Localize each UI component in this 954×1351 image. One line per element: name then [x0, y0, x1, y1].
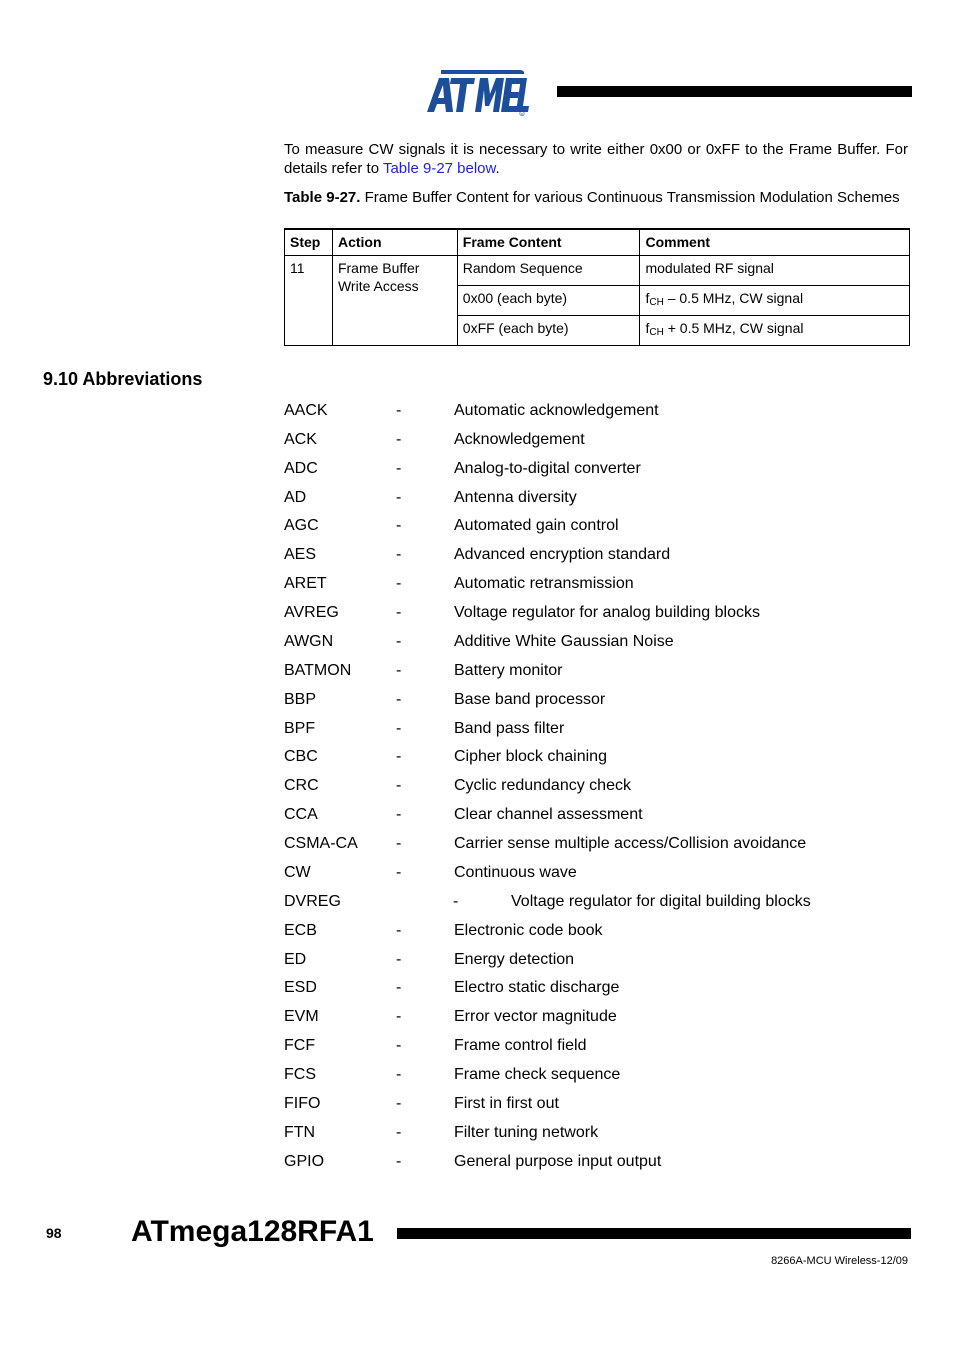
- abbreviation-desc: Automatic acknowledgement: [454, 402, 659, 419]
- abbreviation-desc: Frame check sequence: [454, 1066, 621, 1083]
- abbreviation-term: CCA: [284, 806, 318, 823]
- abbreviation-item: [0, 748, 954, 770]
- abbreviation-desc: Antenna diversity: [454, 489, 577, 506]
- abbreviation-term: AVREG: [284, 604, 339, 621]
- header-comment: Comment: [640, 229, 910, 256]
- abbreviation-dash: -: [396, 604, 402, 621]
- abbreviation-desc: Additive White Gaussian Noise: [454, 633, 674, 650]
- abbreviation-term: AWGN: [284, 633, 334, 650]
- abbreviation-dash: -: [396, 460, 402, 477]
- abbreviation-dash: -: [396, 1037, 402, 1054]
- abbreviation-item: [0, 691, 954, 713]
- abbreviation-item: [0, 835, 954, 857]
- abbreviation-dash: -: [396, 922, 402, 939]
- abbreviation-dash: -: [396, 517, 402, 534]
- abbreviation-item: [0, 662, 954, 684]
- abbreviation-term: ECB: [284, 922, 317, 939]
- table-row: [285, 256, 910, 286]
- table-caption: Table 9-27. Frame Buffer Content for various Continuous Transmission Modulation Schemes: [284, 189, 900, 206]
- abbreviation-dash: -: [396, 835, 402, 852]
- abbreviation-term: AES: [284, 546, 317, 563]
- header-frame-content: Frame Content: [457, 229, 640, 256]
- abbreviation-dash: -: [396, 864, 402, 881]
- comment-cell: modulated RF signal: [640, 256, 910, 286]
- comment-cell: $f_{CH} + 0.5$ MHz, CW signal: [640, 316, 910, 346]
- abbreviation-item: [0, 979, 954, 1001]
- abbreviation-item: [0, 431, 954, 453]
- abbreviation-item: [0, 604, 954, 626]
- abbreviation-item: [0, 720, 954, 742]
- abbreviation-term: CRC: [284, 777, 319, 794]
- abbreviation-desc: Voltage regulator for analog building blocks: [454, 604, 760, 621]
- intro-paragraph: To measure CW signals it is necessary to write either 0x00 or 0xFF to the Frame Buffer. For details refer to Table 9-27 below.: [284, 141, 908, 177]
- abbreviation-desc: Advanced encryption standard: [454, 546, 671, 563]
- abbreviation-item: [0, 1008, 954, 1030]
- abbreviation-item: [0, 489, 954, 511]
- header-step: Step: [285, 229, 333, 256]
- abbreviation-item: [0, 1066, 954, 1088]
- abbreviation-dash: -: [396, 1008, 402, 1025]
- page-number: 98: [46, 1225, 62, 1241]
- footer-rule: [397, 1228, 911, 1239]
- abbreviation-desc: Error vector magnitude: [454, 1008, 617, 1025]
- abbreviation-desc: Voltage regulator for digital building blocks: [511, 893, 811, 910]
- abbreviation-term: BATMON: [284, 662, 352, 679]
- abbreviation-desc: Electronic code book: [454, 922, 603, 939]
- abbreviation-desc: Automatic retransmission: [454, 575, 634, 592]
- abbreviation-dash: -: [396, 1124, 402, 1141]
- abbreviation-desc: Electro static discharge: [454, 979, 620, 996]
- abbreviation-term: FCF: [284, 1037, 316, 1054]
- abbreviation-desc: Cyclic redundancy check: [454, 777, 631, 794]
- comment-cell: $f_{CH} - 0.5$ MHz, CW signal: [640, 286, 910, 316]
- abbreviation-desc: Energy detection: [454, 951, 575, 968]
- abbreviation-term: GPIO: [284, 1153, 325, 1170]
- abbreviation-item: [0, 517, 954, 539]
- document-code: 8266A-MCU Wireless-12/09: [771, 1255, 908, 1267]
- abbreviation-term: EVM: [284, 1008, 319, 1025]
- abbreviation-dash: -: [396, 402, 402, 419]
- abbreviation-term: ESD: [284, 979, 317, 996]
- abbreviation-dash: -: [396, 633, 402, 650]
- abbreviation-dash: -: [396, 691, 402, 708]
- abbreviation-dash: -: [396, 575, 402, 592]
- abbreviation-dash: -: [396, 431, 402, 448]
- abbreviation-item: [0, 864, 954, 886]
- abbreviation-term: AD: [284, 489, 307, 506]
- abbreviation-dash: -: [396, 1095, 402, 1112]
- abbreviation-item: [0, 633, 954, 655]
- abbreviation-term: ACK: [284, 431, 317, 448]
- abbreviation-desc: Acknowledgement: [454, 431, 585, 448]
- abbreviation-term: AGC: [284, 517, 319, 534]
- abbreviation-desc: Frame control field: [454, 1037, 587, 1054]
- abbreviation-item: [0, 546, 954, 568]
- abbreviation-item: [0, 1037, 954, 1059]
- atmel-logo: [427, 68, 529, 116]
- frame-content-cell: 0xFF (each byte): [457, 316, 640, 346]
- abbreviation-term: ARET: [284, 575, 327, 592]
- abbreviation-item: [0, 922, 954, 944]
- header-action: Action: [332, 229, 457, 256]
- step-cell: 11: [285, 256, 333, 346]
- abbreviation-term: FTN: [284, 1124, 316, 1141]
- abbreviation-term: FCS: [284, 1066, 316, 1083]
- abbreviation-term: DVREG: [284, 893, 341, 910]
- abbreviation-term: ADC: [284, 460, 318, 477]
- abbreviation-item: [0, 1153, 954, 1175]
- abbreviation-item: [0, 951, 954, 973]
- abbreviation-desc: Cipher block chaining: [454, 748, 607, 765]
- abbreviation-dash: -: [396, 546, 402, 563]
- abbreviation-desc: Continuous wave: [454, 864, 577, 881]
- abbreviation-item: [0, 1124, 954, 1146]
- abbreviation-term: FIFO: [284, 1095, 321, 1112]
- abbreviation-item: [0, 575, 954, 597]
- abbreviation-desc: Base band processor: [454, 691, 606, 708]
- abbreviation-item: [0, 1095, 954, 1117]
- abbreviation-desc: Clear channel assessment: [454, 806, 643, 823]
- abbreviation-dash: -: [396, 720, 402, 737]
- abbreviation-dash: -: [453, 893, 459, 910]
- abbreviation-desc: Automated gain control: [454, 517, 619, 534]
- document-title: ATmega128RFA1: [131, 1215, 374, 1248]
- table-header-row: [285, 229, 910, 256]
- abbreviation-dash: -: [396, 662, 402, 679]
- abbreviation-desc: Analog-to-digital converter: [454, 460, 641, 477]
- abbreviation-item: [0, 893, 954, 915]
- abbreviation-dash: -: [396, 777, 402, 794]
- abbreviation-dash: -: [396, 979, 402, 996]
- abbreviation-desc: First in first out: [454, 1095, 559, 1112]
- action-cell: Frame Buffer Write Access: [332, 256, 457, 346]
- abbreviation-term: CW: [284, 864, 311, 881]
- table-reference-link[interactable]: Table 9-27 below: [382, 160, 496, 177]
- abbreviation-dash: -: [396, 951, 402, 968]
- abbreviation-term: CSMA-CA: [284, 835, 358, 852]
- abbreviation-desc: Filter tuning network: [454, 1124, 599, 1141]
- abbreviation-term: BBP: [284, 691, 317, 708]
- abbreviation-desc: Carrier sense multiple access/Collision avoidance: [454, 835, 807, 852]
- section-heading: 9.10 Abbreviations: [43, 369, 203, 389]
- abbreviation-item: [0, 806, 954, 828]
- abbreviation-term: AACK: [284, 402, 328, 419]
- abbreviation-dash: -: [396, 1153, 402, 1170]
- abbreviation-term: CBC: [284, 748, 318, 765]
- abbreviation-dash: -: [396, 1066, 402, 1083]
- abbreviation-item: [0, 402, 954, 424]
- abbreviation-desc: Battery monitor: [454, 662, 563, 679]
- abbreviation-dash: -: [396, 489, 402, 506]
- abbreviation-dash: -: [396, 806, 402, 823]
- abbreviation-dash: -: [396, 748, 402, 765]
- frame-buffer-table: [284, 228, 910, 346]
- frame-content-cell: 0x00 (each byte): [457, 286, 640, 316]
- header-rule: [557, 86, 912, 97]
- abbreviation-term: ED: [284, 951, 307, 968]
- abbreviation-desc: Band pass filter: [454, 720, 565, 737]
- abbreviation-item: [0, 777, 954, 799]
- abbreviation-desc: General purpose input output: [454, 1153, 662, 1170]
- abbreviation-item: [0, 460, 954, 482]
- frame-content-cell: Random Sequence: [457, 256, 640, 286]
- svg-text:R: R: [520, 111, 524, 116]
- abbreviation-term: BPF: [284, 720, 316, 737]
